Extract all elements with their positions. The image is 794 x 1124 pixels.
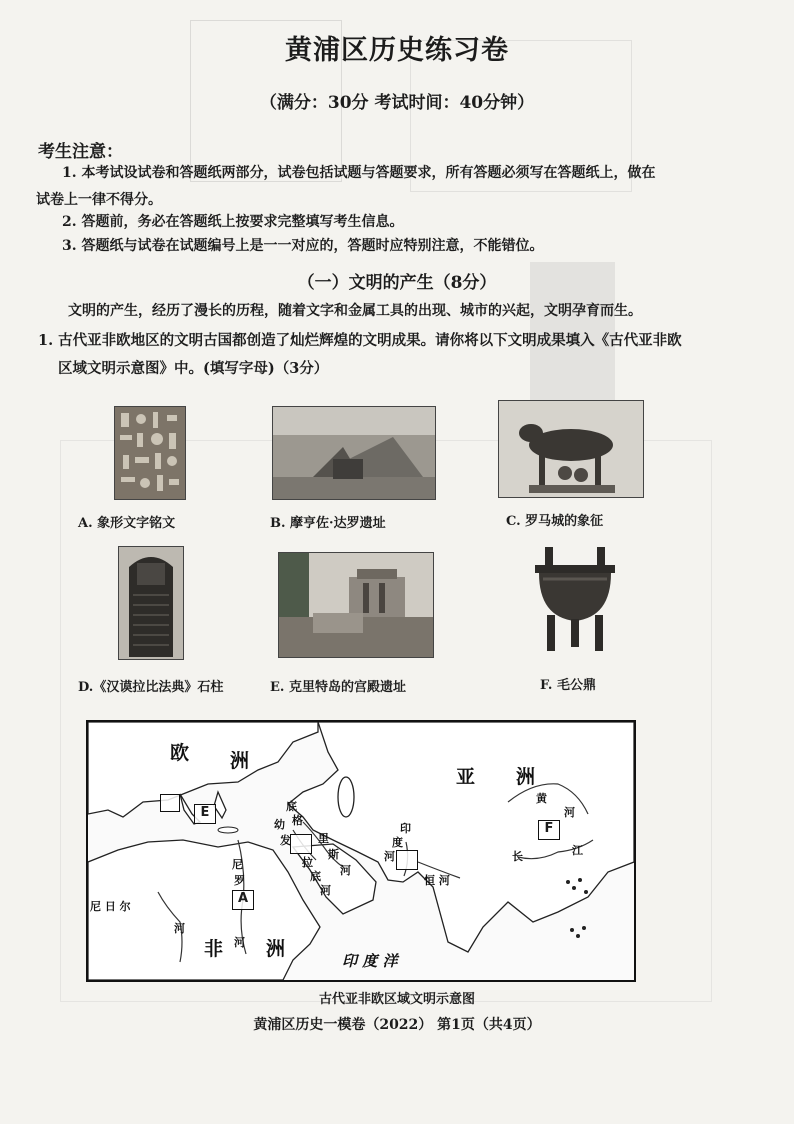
map-box-mesopotamia[interactable] [290, 834, 312, 854]
page-subtitle: （满分：30分 考试时间：40分钟） [259, 93, 535, 113]
map-box-crete[interactable] [160, 794, 180, 812]
option-b-caption: B. 摩亨佐·达罗遗址 [270, 516, 386, 531]
hammurabi-stele-image [118, 546, 184, 660]
label-europe-1: 欧 [170, 742, 190, 764]
label-europe-2: 洲 [230, 750, 250, 772]
label-asia-1: 亚 [456, 766, 476, 788]
label-tigris-2: 格 [292, 814, 303, 827]
question-1-line-2: 区域文明示意图》中。(填写字母)（3分） [58, 360, 329, 377]
label-yangtze-2: 江 [572, 844, 583, 857]
label-asia-2: 洲 [516, 766, 536, 788]
label-indus-2: 度 [392, 836, 403, 849]
label-tigris-4: 斯 [328, 848, 339, 861]
map-box-indus[interactable] [396, 850, 418, 870]
label-ganges: 恒 河 [424, 874, 450, 887]
option-c-caption: C. 罗马城的象征 [506, 514, 604, 529]
notice-item-3: 3. 答题纸与试卷在试题编号上是一一对应的，答题时应特别注意，不能错位。 [62, 238, 544, 254]
option-e-caption: E. 克里特岛的宫殿遗址 [270, 680, 406, 695]
label-euphrates-5: 河 [320, 884, 331, 897]
mohenjo-daro-image [272, 406, 436, 500]
label-yellow-2: 河 [564, 806, 575, 819]
label-indian-ocean: 印 度 洋 [342, 952, 398, 970]
label-niger-he: 河 [174, 922, 185, 935]
label-euphrates-1: 幼 [274, 818, 285, 831]
option-d-caption: D.《汉谟拉比法典》石柱 [78, 680, 224, 695]
maogong-ding-image [528, 544, 622, 656]
label-nile-1: 尼 [232, 858, 243, 871]
label-indus-3: 河 [384, 850, 395, 863]
map-box-f[interactable]: F [538, 820, 560, 840]
roman-wolf-image [498, 400, 644, 498]
label-niger: 尼 日 尔 [90, 900, 131, 913]
label-nile-2: 罗 [234, 874, 245, 887]
label-tigris-5: 河 [340, 864, 351, 877]
civilization-map [86, 720, 636, 982]
crete-palace-image [278, 552, 434, 658]
label-yellow-1: 黄 [536, 792, 547, 805]
notice-item-1: 1. 本考试设试卷和答题纸两部分，试卷包括试题与答题要求，所有答题必须写在答题纸上，做在 [62, 165, 656, 181]
label-euphrates-3: 拉 [302, 856, 313, 869]
label-euphrates-4: 底 [310, 870, 321, 883]
question-1-line-1: 1. 古代亚非欧地区的文明古国都创造了灿烂辉煌的文明成果。请你将以下文明成果填入《古代亚非欧 [38, 332, 682, 349]
page-footer: 黄浦区历史一模卷（2022） 第1页（共4页） [253, 1017, 541, 1033]
label-nile-3: 河 [234, 936, 245, 949]
label-tigris-3: 里 [318, 832, 329, 845]
label-euphrates-2: 发 [280, 834, 291, 847]
option-a-caption: A. 象形文字铭文 [78, 516, 176, 531]
option-f-caption: F. 毛公鼎 [540, 678, 596, 693]
label-yangtze-1: 长 [512, 850, 523, 863]
section-intro: 文明的产生，经历了漫长的历程，随着文字和金属工具的出现、城市的兴起，文明孕育而生。 [68, 303, 642, 319]
map-box-a[interactable]: A [232, 890, 254, 910]
label-indus-1: 印 [400, 822, 411, 835]
section-title: （一）文明的产生（8分） [297, 273, 497, 293]
label-africa-1: 非 [204, 938, 224, 960]
notice-item-1-cont: 试卷上一律不得分。 [36, 192, 162, 208]
notice-item-2: 2. 答题前，务必在答题纸上按要求完整填写考生信息。 [62, 214, 404, 230]
map-caption: 古代亚非欧区域文明示意图 [318, 992, 475, 1007]
label-africa-2: 洲 [266, 938, 286, 960]
label-tigris-1: 底 [286, 800, 297, 813]
notice-heading: 考生注意： [38, 142, 123, 162]
hieroglyph-image [114, 406, 186, 500]
page-title: 黄浦区历史练习卷 [285, 35, 509, 66]
map-box-e[interactable]: E [194, 804, 216, 824]
